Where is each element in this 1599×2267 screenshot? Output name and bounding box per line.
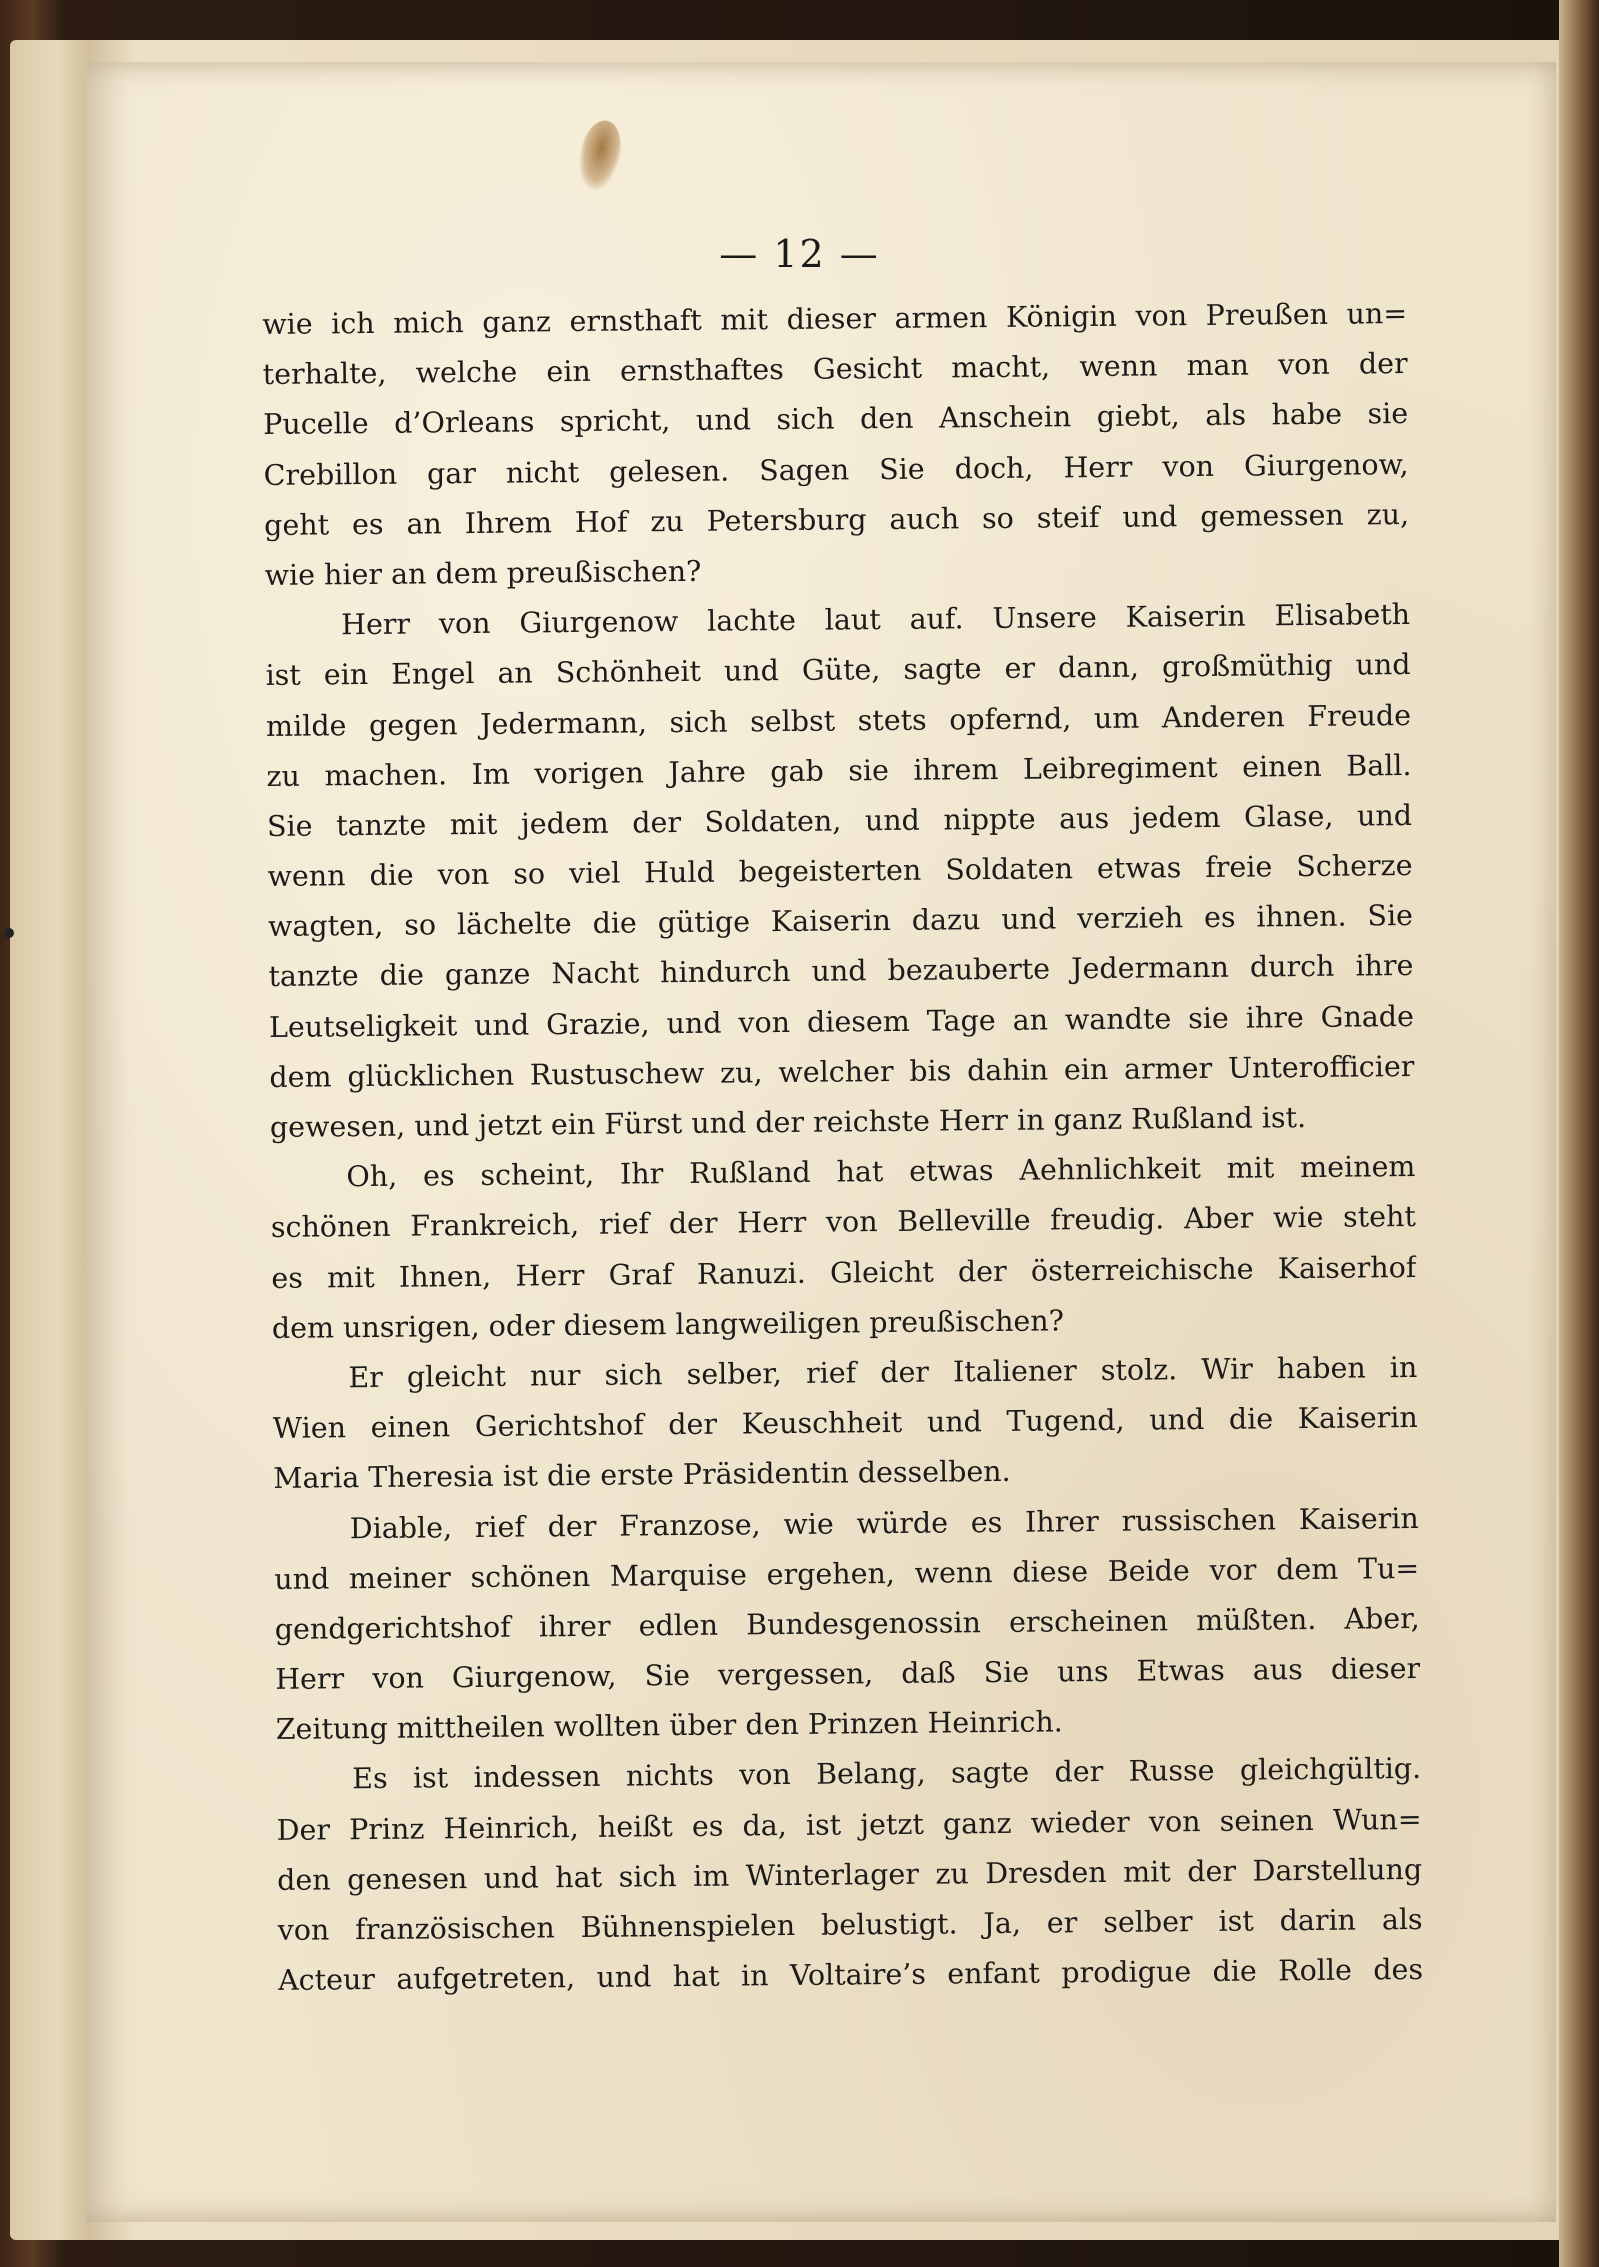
- text-line: es mit Ihnen, Herr Graf Ranuzi. Gleicht der österreichische Kaiserhof: [271, 1250, 1417, 1295]
- text-line: schönen Frankreich, rief der Herr von Belleville freudig. Aber wie steht: [270, 1200, 1417, 1245]
- text-line: Leutseligkeit und Grazie, und von diesem Tage an wandte sie ihre Gnade: [268, 999, 1415, 1044]
- text-line: Er gleicht nur sich selber, rief der Italiener stolz. Wir haben in: [348, 1350, 1418, 1395]
- text-line: ist ein Engel an Schönheit und Güte, sagte er dann, großmüthig und: [265, 648, 1411, 693]
- text-line: geht es an Ihrem Hof zu Petersburg auch so steif und gemessen zu,: [264, 497, 1410, 542]
- text-line: von französischen Bühnenspielen belustigt. Ja, er selber ist darin als: [277, 1902, 1423, 1947]
- binding-mark: [4, 928, 14, 938]
- text-line: Zeitung mittheilen wollten über den Prinzen Heinrich.: [275, 1705, 1063, 1747]
- text-line: gewesen, und jetzt ein Fürst und der reichste Herr in ganz Rußland ist.: [269, 1101, 1307, 1144]
- text-line: Herr von Giurgenow lachte laut auf. Unsere Kaiserin Elisabeth: [340, 598, 1411, 642]
- text-line: und meiner schönen Marquise ergehen, wenn diese Beide vor dem Tu=: [274, 1551, 1420, 1596]
- text-line: Crebillon gar nicht gelesen. Sagen Sie doch, Herr von Giurgenow,: [263, 447, 1409, 492]
- text-line: terhalte, welche ein ernsthaftes Gesicht macht, wenn man von der: [262, 347, 1408, 392]
- book-spine: [1559, 0, 1599, 2267]
- text-line: Es ist indessen nichts von Belang, sagte der Russe gleichgültig.: [352, 1752, 1422, 1796]
- text-line: Der Prinz Heinrich, heißt es da, ist jetzt ganz wieder von seinen Wun=: [276, 1802, 1422, 1847]
- text-line: dem glücklichen Rustuschew zu, welcher bis dahin ein armer Unterofficier: [269, 1049, 1415, 1094]
- text-line: tanzte die ganze Nacht hindurch und bezauberte Jedermann durch ihre: [268, 949, 1414, 994]
- page-number: — 12 —: [719, 232, 880, 276]
- text-line: milde gegen Jedermann, sich selbst stets opfernd, um Anderen Freude: [265, 698, 1412, 743]
- text-line: Pucelle d’Orleans spricht, und sich den Anschein giebt, als habe sie: [263, 397, 1409, 442]
- text-line: dem unsrigen, oder diesem langweiligen preußischen?: [271, 1304, 1065, 1345]
- text-line: wie ich mich ganz ernsthaft mit dieser armen Königin von Preußen un=: [262, 297, 1408, 341]
- text-line: Acteur aufgetreten, und hat in Voltaire’s enfant prodigue die Rolle des: [277, 1953, 1424, 1998]
- text-line: Wien einen Gerichtshof der Keuschheit und Tugend, und die Kaiserin: [272, 1401, 1418, 1446]
- text-line: zu machen. Im vorigen Jahre gab sie ihrem Leibregiment einen Ball.: [266, 748, 1412, 793]
- text-line: Maria Theresia ist die erste Präsidentin desselben.: [273, 1455, 1011, 1496]
- body-text: [262, 289, 1423, 2006]
- text-line: wenn die von so viel Huld begeisterten Soldaten etwas freie Scherze: [267, 849, 1413, 894]
- text-line: Sie tanzte mit jedem der Soldaten, und nippte aus jedem Glase, und: [266, 798, 1413, 843]
- text-line: den genesen und hat sich im Winterlager zu Dresden mit der Darstellung: [277, 1852, 1423, 1897]
- text-line: Oh, es scheint, Ihr Rußland hat etwas Aehnlichkeit mit meinem: [346, 1150, 1416, 1194]
- text-line: gendgerichtshof ihrer edlen Bundesgenossin erscheinen müßten. Aber,: [274, 1601, 1420, 1646]
- text-line: wagten, so lächelte die gütige Kaiserin dazu und verzieh es ihnen. Sie: [267, 899, 1414, 944]
- text-line: wie hier an dem preußischen?: [264, 554, 702, 592]
- text-line: Diable, rief der Franzose, wie würde es Ihrer russischen Kaiserin: [349, 1501, 1419, 1545]
- text-line: Herr von Giurgenow, Sie vergessen, daß Sie uns Etwas aus dieser: [275, 1652, 1421, 1696]
